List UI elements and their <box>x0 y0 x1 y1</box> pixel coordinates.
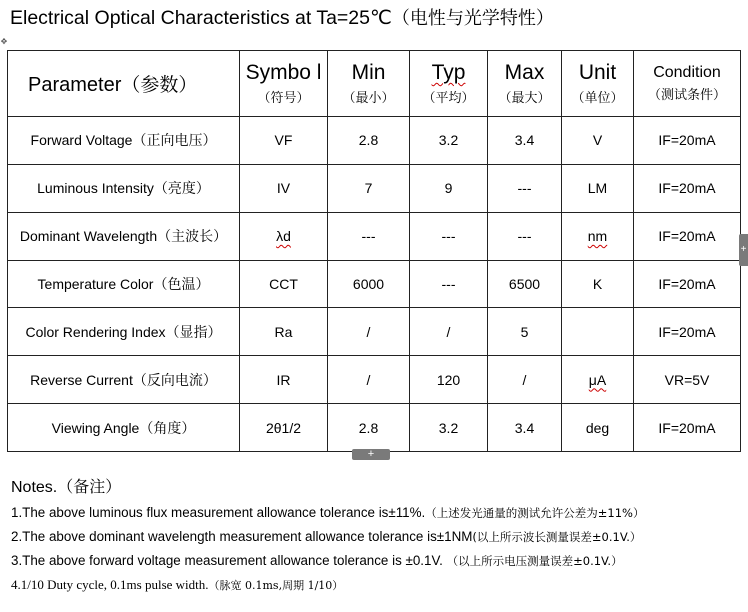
note-item: 4.1/10 Duty cycle, 0.1ms pulse width.（脉宽 0.1ms,周期 1/10） <box>11 577 344 592</box>
cell-unit: nm <box>562 212 634 260</box>
notes-title: Notes.（备注） <box>11 479 122 496</box>
table-row <box>8 356 741 404</box>
cell-condition: IF=20mA <box>634 164 741 212</box>
cell-max: / <box>488 356 562 404</box>
cell-condition: IF=20mA <box>634 260 741 308</box>
cell-min: 7 <box>328 164 410 212</box>
add-row-handle-icon[interactable]: + <box>352 449 390 460</box>
cell-typ: / <box>410 308 488 356</box>
cell-parameter: Reverse Current（反向电流） <box>8 356 240 404</box>
cell-symbol: Ra <box>240 308 328 356</box>
cell-symbol: CCT <box>240 260 328 308</box>
cell-typ: --- <box>410 212 488 260</box>
header-condition: Condition （测试条件） <box>634 51 741 117</box>
cell-typ: 3.2 <box>410 117 488 165</box>
title-chinese: （电性与光学特性） <box>391 8 554 29</box>
table-row <box>8 404 741 452</box>
cell-parameter: Forward Voltage（正向电压） <box>8 117 240 165</box>
cell-min: --- <box>328 212 410 260</box>
cell-max: 6500 <box>488 260 562 308</box>
cell-symbol: λd <box>240 212 328 260</box>
cell-unit: K <box>562 260 634 308</box>
cell-unit: V <box>562 117 634 165</box>
cell-unit: LM <box>562 164 634 212</box>
table-row <box>8 308 741 356</box>
characteristics-table <box>7 50 741 452</box>
cell-max: --- <box>488 212 562 260</box>
cell-typ: --- <box>410 260 488 308</box>
table-move-handle-icon[interactable]: ✥ <box>0 37 8 46</box>
header-typ: Typ （平均） <box>410 51 488 117</box>
cell-max: 3.4 <box>488 117 562 165</box>
header-min: Min （最小） <box>328 51 410 117</box>
header-symbol: Symbo l （符号） <box>240 51 328 117</box>
cell-condition: VR=5V <box>634 356 741 404</box>
cell-symbol: 2θ1/2 <box>240 404 328 452</box>
cell-min: / <box>328 308 410 356</box>
cell-min: 2.8 <box>328 404 410 452</box>
cell-typ: 9 <box>410 164 488 212</box>
cell-parameter: Viewing Angle（角度） <box>8 404 240 452</box>
cell-symbol: IV <box>240 164 328 212</box>
note-item: 3.The above forward voltage measurement allowance tolerance is ±0.1V. （以上所示电压测量误差±0.1V.） <box>11 553 623 568</box>
cell-max: 3.4 <box>488 404 562 452</box>
cell-condition: IF=20mA <box>634 308 741 356</box>
header-max: Max （最大） <box>488 51 562 117</box>
cell-typ: 3.2 <box>410 404 488 452</box>
document-title <box>10 4 554 30</box>
cell-condition: IF=20mA <box>634 117 741 165</box>
cell-parameter: Luminous Intensity（亮度） <box>8 164 240 212</box>
cell-parameter: Temperature Color（色温） <box>8 260 240 308</box>
cell-max: 5 <box>488 308 562 356</box>
table-row <box>8 164 741 212</box>
title-english: Electrical Optical Characteristics at Ta=25℃ <box>10 7 392 29</box>
cell-unit <box>562 308 634 356</box>
cell-max: --- <box>488 164 562 212</box>
cell-parameter: Color Rendering Index（显指） <box>8 308 240 356</box>
cell-unit: deg <box>562 404 634 452</box>
table-row <box>8 117 741 165</box>
header-parameter: Parameter（参数） <box>8 51 240 117</box>
note-item: 1.The above luminous flux measurement allowance tolerance is±11%.（上述发光通量的测试允许公差为±11%） <box>11 505 645 520</box>
note-item: 2.The above dominant wavelength measurement allowance tolerance is±1NM(以上所示波长测量误差±0.1V.） <box>11 529 642 544</box>
notes-section <box>11 474 741 597</box>
cell-symbol: IR <box>240 356 328 404</box>
cell-min: / <box>328 356 410 404</box>
cell-unit: μA <box>562 356 634 404</box>
cell-condition: IF=20mA <box>634 212 741 260</box>
add-column-handle-icon[interactable]: + <box>739 234 748 266</box>
cell-typ: 120 <box>410 356 488 404</box>
table-row <box>8 212 741 260</box>
header-unit: Unit （单位） <box>562 51 634 117</box>
cell-symbol: VF <box>240 117 328 165</box>
table-header-row <box>8 51 741 117</box>
cell-parameter: Dominant Wavelength（主波长） <box>8 212 240 260</box>
table-row <box>8 260 741 308</box>
cell-min: 2.8 <box>328 117 410 165</box>
cell-min: 6000 <box>328 260 410 308</box>
cell-condition: IF=20mA <box>634 404 741 452</box>
